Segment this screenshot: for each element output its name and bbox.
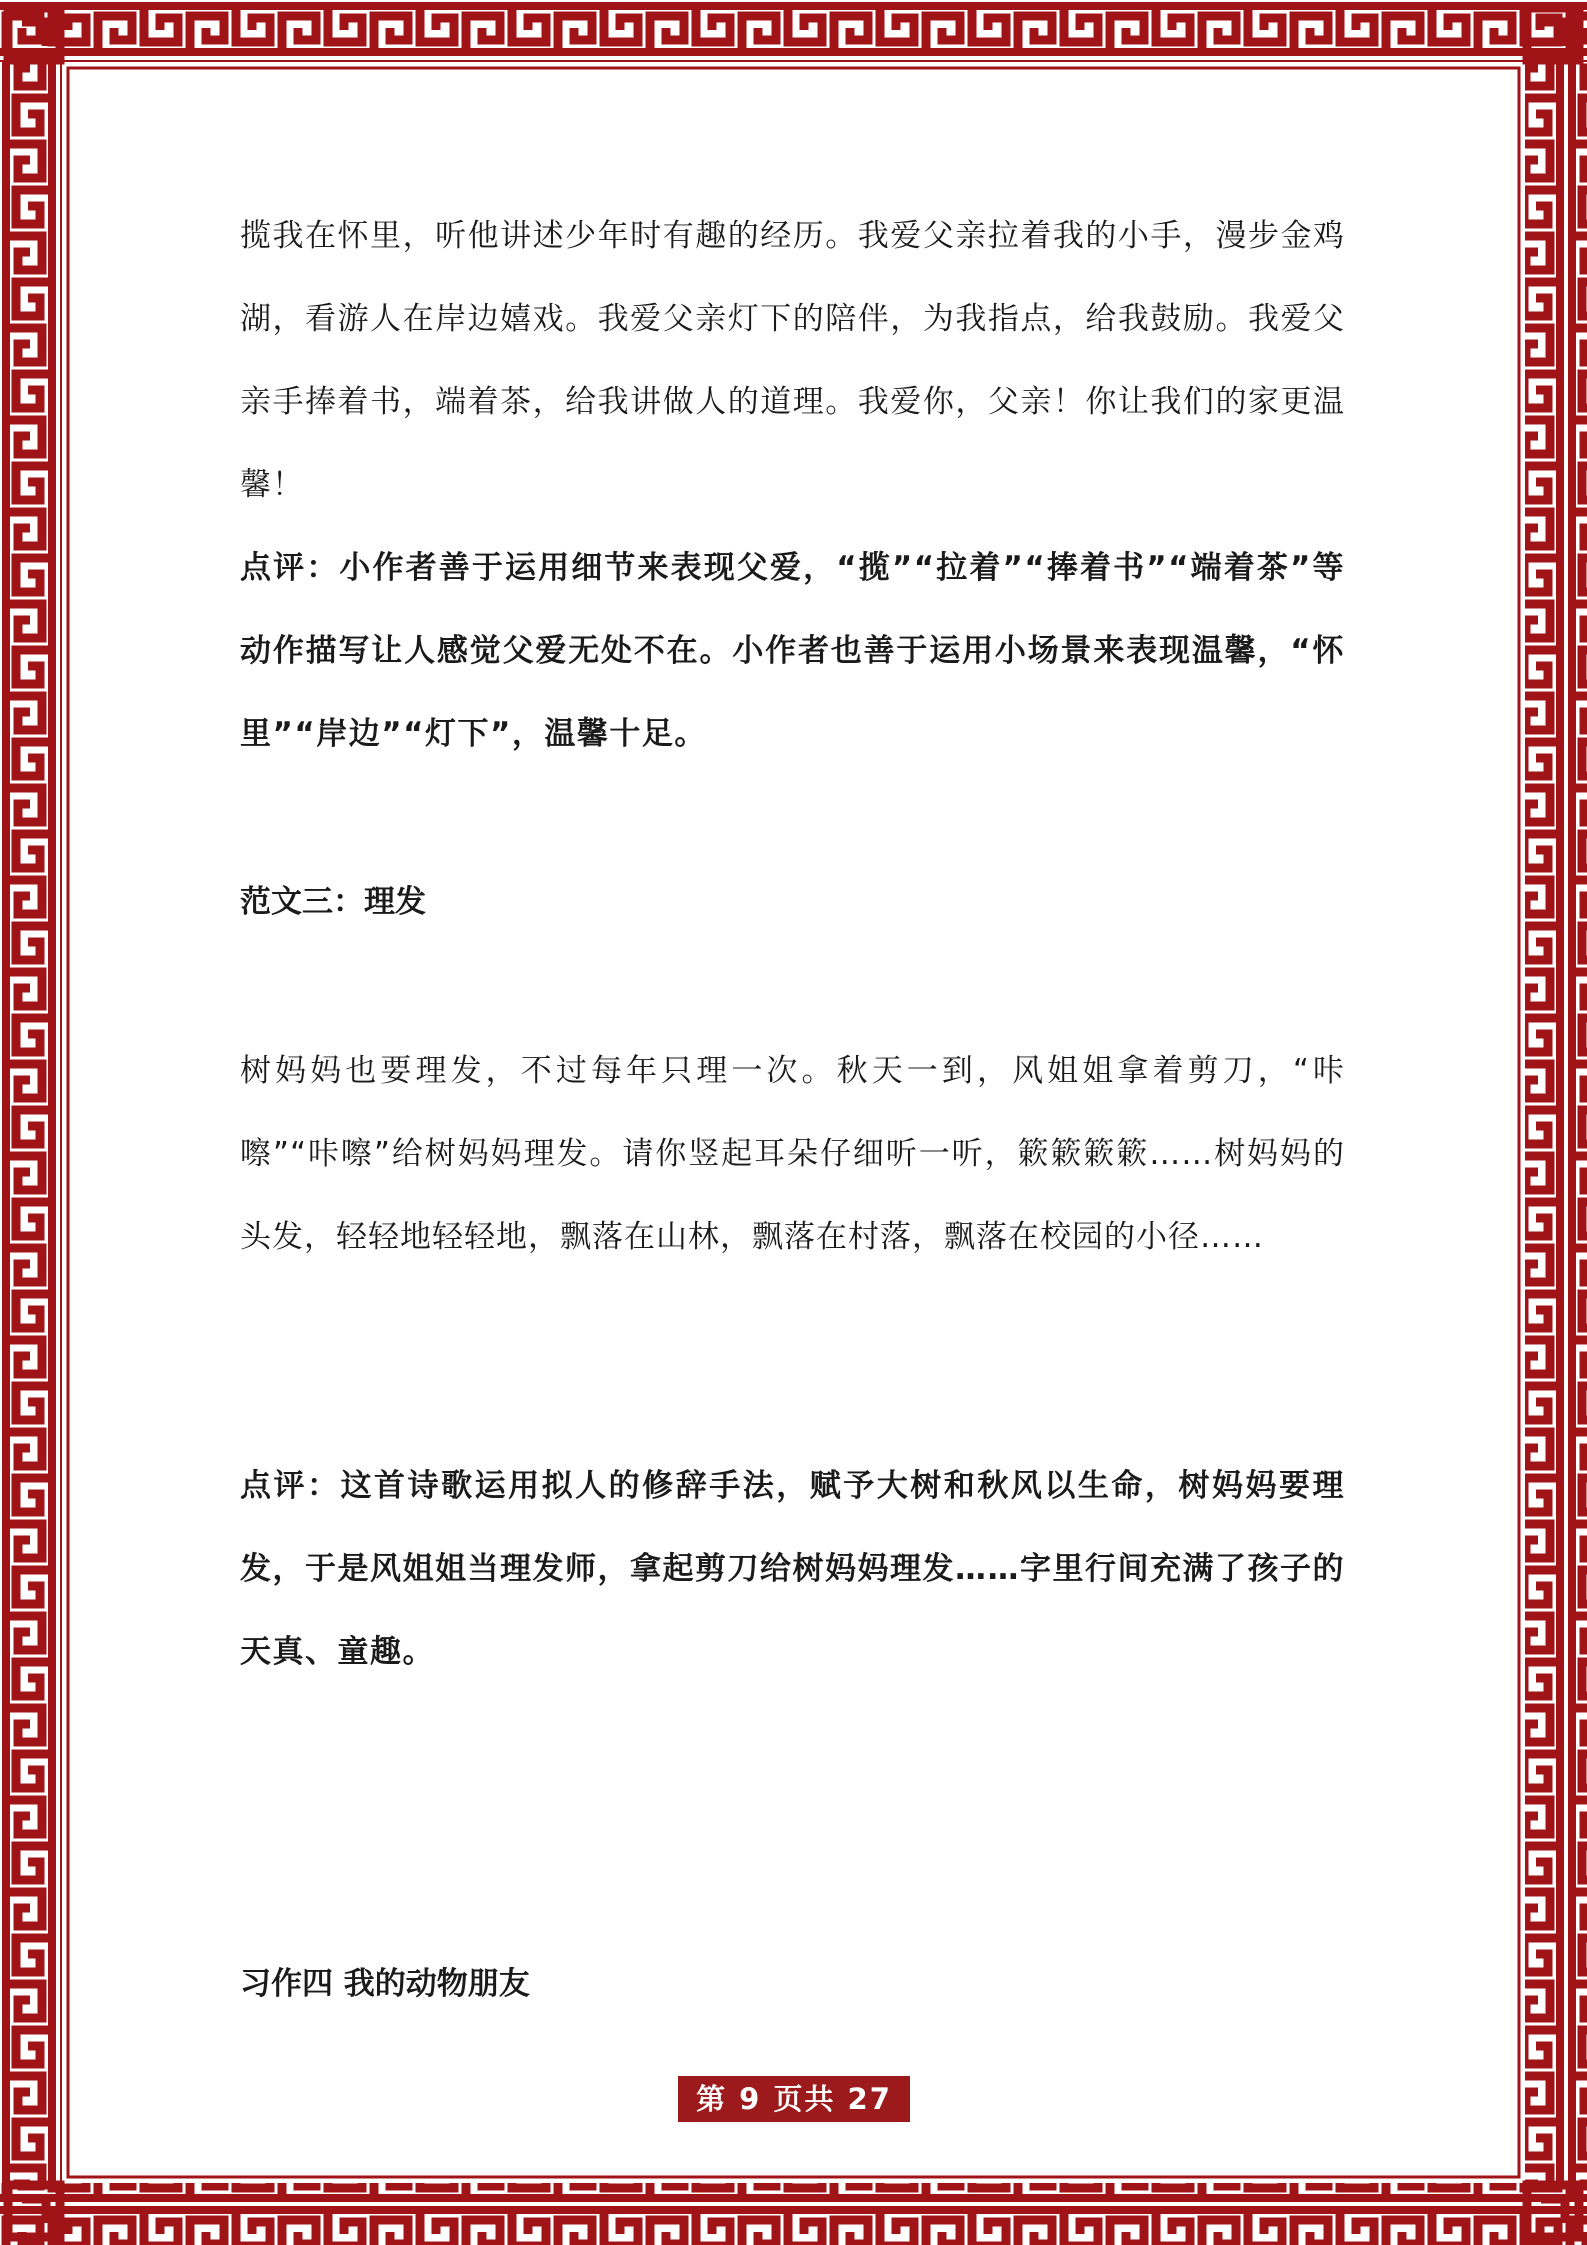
comment-body: [240, 1445, 1345, 1694]
comment-paragraph-2: 点评：这首诗歌运用拟人的修辞手法，赋予大树和秋风以生命，树妈妈要理发，于是风姐姐当理发师，拿起剪刀给树妈妈理发……字里行间充满了孩子的天真、童趣。: [240, 1468, 1345, 1670]
comment-paragraph: 点评：小作者善于运用细节来表现父爱，“揽”“拉着”“捧着书”“端着茶”等动作描写让人感觉父爱无处不在。小作者也善于运用小场景来表现温馨，“怀里”“岸边”“灯下”，温馨十足。: [240, 550, 1345, 752]
next-section-heading: 习作四 我的动物朋友: [240, 1966, 530, 2002]
page-number-badge: 第 9 页共 27 页: [678, 2076, 910, 2122]
essay-paragraph: 揽我在怀里，听他讲述少年时有趣的经历。我爱父亲拉着我的小手，漫步金鸡湖，看游人在岸边嬉戏。我爱父亲灯下的陪伴，为我指点，给我鼓励。我爱父亲手捧着书，端着茶，给我讲做人的道理。我爱你，父亲！你让我们的家更温馨！: [240, 218, 1345, 503]
section-heading: 范文三：理发: [240, 884, 426, 920]
essay-paragraph-2: 树妈妈也要理发，不过每年只理一次。秋天一到，风姐姐拿着剪刀，“咔嚓”“咔嚓”给树妈妈理发。请你竖起耳朵仔细听一听，簌簌簌簌……树妈妈的头发，轻轻地轻轻地，飘落在山林，飘落在村落，飘落在校园的小径……: [240, 1053, 1345, 1255]
essay-body: [240, 1030, 1345, 1279]
page-body: [240, 195, 1345, 776]
